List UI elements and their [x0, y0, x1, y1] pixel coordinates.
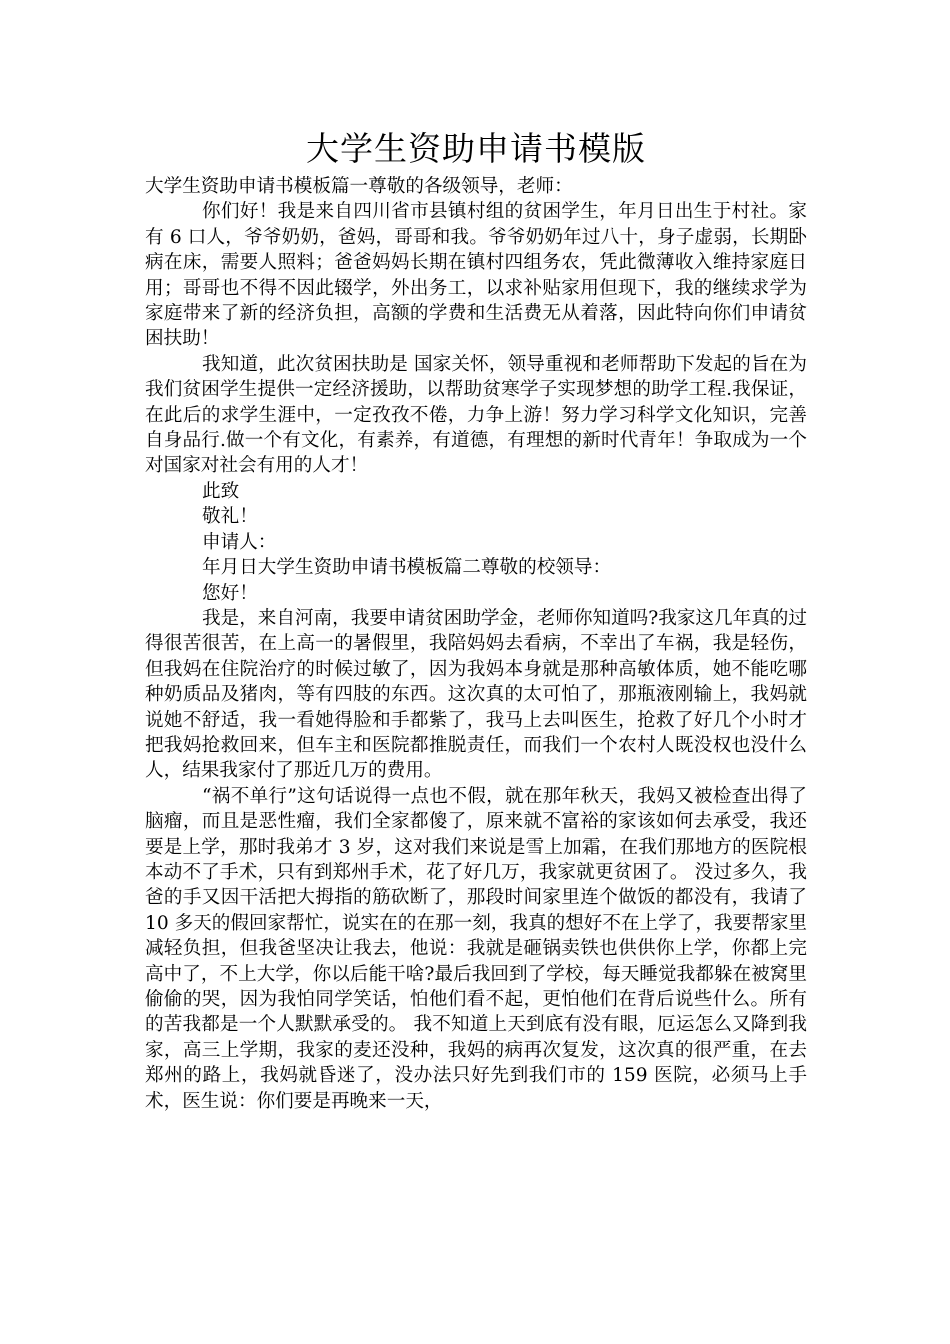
paragraph: 此致	[202, 480, 240, 502]
paragraph: 您好！	[202, 582, 258, 604]
document-title: 大学生资助申请书模版	[306, 129, 646, 168]
paragraph: 申请人：	[202, 531, 277, 553]
paragraph: 我知道，此次贫困扶助是 国家关怀，领导重视和老师帮助下发起的旨在为我们贫困学生提供一定经济援助，以帮助贫寒学子实现梦想的助学工程.我保证，在此后的求学生涯中，一定孜孜不倦，力争上游！努力学习科学文化知识，完善自身品行.做一个有文化，有素养，有道德，有理想的新时代青年！争取成为一个对国家对社会有用的人才！	[145, 353, 807, 477]
paragraph: 我是，来自河南，我要申请贫困助学金，老师你知道吗?我家这几年真的过得很苦很苦，在上高一的暑假里，我陪妈妈去看病，不幸出了车祸，我是轻伤，但我妈在住院治疗的时候过敏了，因为我妈本身就是那种高敏体质，她不能吃哪种奶质品及猪肉，等有四肢的东西。这次真的太可怕了，那瓶液刚输上，我妈就说她不舒适，我一看她得脸和手都紫了，我马上去叫医生，抢救了好几个小时才把我妈抢救回来，但车主和医院都推脱责任，而我们一个农村人既没权也没什么人，结果我家付了那近几万的费用。	[145, 607, 807, 782]
paragraph: “祸不单行”这句话说得一点也不假，就在那年秋天，我妈又被检查出得了脑瘤，而且是恶性瘤，我们全家都傻了，原来就不富裕的家该如何去承受，我还要是上学，那时我弟才 3 岁，这对我们来说是雪上加霜，在我们那地方的医院根本动不了手术，只有到郑州手术，花了好几万，我家就更贫困了。 没过多久，我爸的手又因干活把大拇指的筋砍断了，那段时间家里连个做饭的都没有，我请了 10 多天的假回家帮忙，说实在的在那一刻，我真的想好不在上学了，我要帮家里减轻负担，但我爸坚决让我去，他说：我就是砸锅卖铁也供供你上学，你都上完高中了，不上大学，你以后能干啥?最后我回到了学校，每天睡觉我都躲在被窝里偷偷的哭，因为我怕同学笑话，怕他们看不起，更怕他们在背后说些什么。所有的苦我都是一个人默默承受的。 我不知道上天到底有没有眼，厄运怎么又降到我家，高三上学期，我家的麦还没种，我妈的病再次复发，这次真的很严重，在去郑州的路上，我妈就昏迷了，没办法只好先到我们市的 159 医院，必须马上手术，医生说：你们要是再晚来一天，	[145, 785, 807, 1112]
document-page	[145, 126, 807, 1114]
paragraph: 敬礼！	[202, 506, 258, 528]
paragraph: 年月日大学生资助申请书模板篇二尊敬的校领导：	[202, 557, 612, 579]
paragraph: 大学生资助申请书模板篇一尊敬的各级领导，老师：	[145, 176, 573, 197]
document-body	[145, 174, 807, 1114]
paragraph: 你们好！我是来自四川省市县镇村组的贫困学生，年月日出生于村社。家有 6 口人，爷爷奶奶，爸妈，哥哥和我。爷爷奶奶年过八十，身子虚弱，长期卧病在床，需要人照料；爸爸妈妈长期在镇村四组务农，凭此微薄收入维持家庭日用；哥哥也不得不因此辍学，外出务工，以求补贴家用但现下，我的继续求学为 家庭带来了新的经济负担，高额的学费和生活费无从着落，因此特向你们申请贫困扶助！	[145, 201, 807, 350]
